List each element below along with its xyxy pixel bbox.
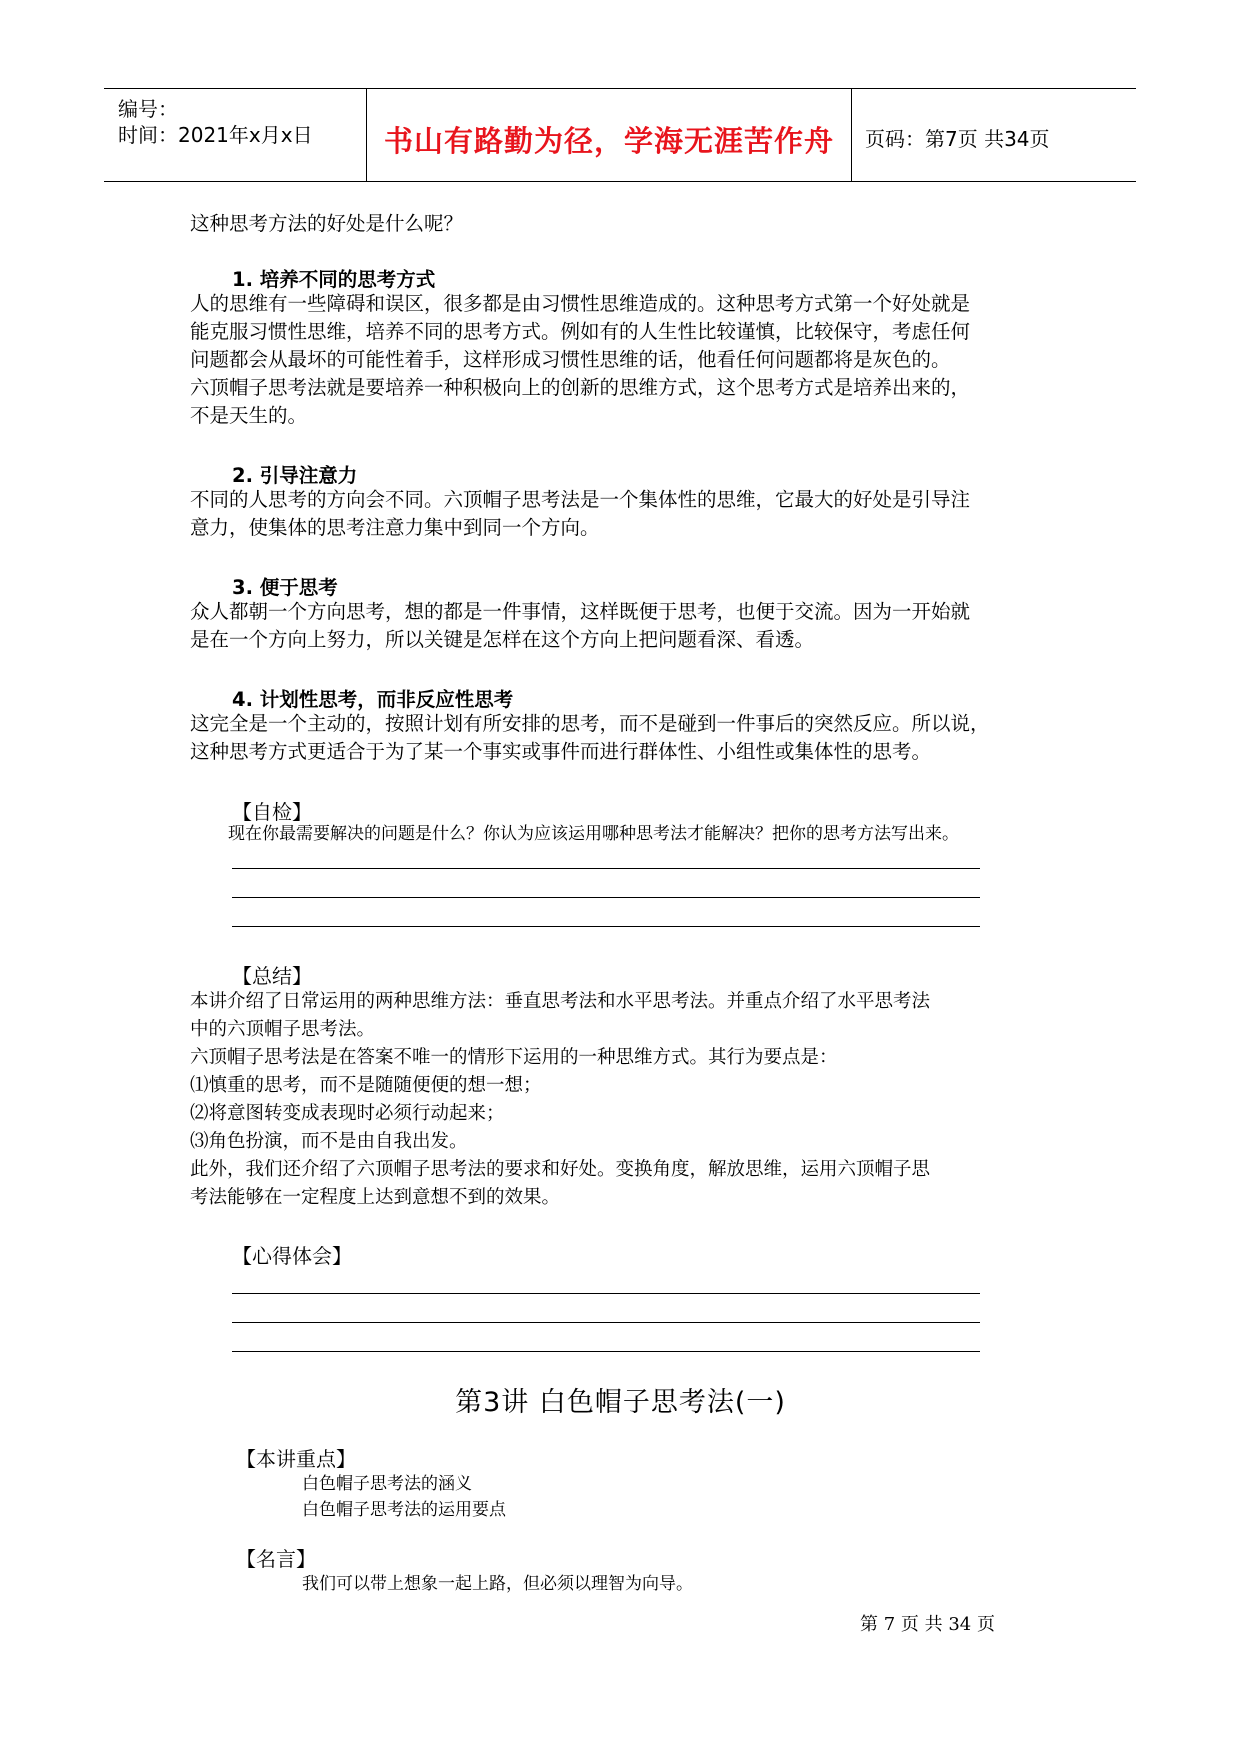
section-2-line: 不同的人思考的方向会不同。六顶帽子思考法是一个集体性的思维，它最大的好处是引导注 xyxy=(190,488,971,511)
section-2-title: 2. 引导注意力 xyxy=(232,464,358,487)
summary-line: ⑵将意图转变成表现时必须行动起来； xyxy=(190,1103,505,1124)
answer-line xyxy=(232,868,980,869)
reflection-line xyxy=(232,1322,980,1323)
section-1-line: 能克服习惯性思维，培养不同的思考方式。例如有的人生性比较谨慎，比较保守，考虑任何 xyxy=(190,320,971,343)
summary-line: 本讲介绍了日常运用的两种思维方法：垂直思考法和水平思考法。并重点介绍了水平思考法 xyxy=(190,991,931,1012)
document-number-label: 编号： xyxy=(118,97,178,121)
section-4-line: 这完全是一个主动的，按照计划有所安排的思考，而不是碰到一件事后的突然反应。所以说， xyxy=(190,712,990,735)
section-3-line: 是在一个方向上努力，所以关键是怎样在这个方向上把问题看深、看透。 xyxy=(190,628,815,651)
section-4-line: 这种思考方式更适合于为了某一个事实或事件而进行群体性、小组性或集体性的思考。 xyxy=(190,740,932,763)
section-3-line: 众人都朝一个方向思考，想的都是一件事情，这样既便于思考，也便于交流。因为一开始就 xyxy=(190,600,971,623)
key-point-item: 白色帽子思考法的运用要点 xyxy=(302,1500,506,1520)
section-4-title: 4. 计划性思考，而非反应性思考 xyxy=(232,688,514,711)
section-1-line: 六顶帽子思考法就是要培养一种积极向上的创新的思维方式，这个思考方式是培养出来的， xyxy=(190,376,971,399)
header-motto: 书山有路勤为径，学海无涯苦作舟 xyxy=(383,124,834,158)
summary-line: 六顶帽子思考法是在答案不唯一的情形下运用的一种思维方式。其行为要点是： xyxy=(190,1047,838,1068)
answer-line xyxy=(232,926,980,927)
self-check-title: 【自检】 xyxy=(232,800,312,824)
intro-question: 这种思考方法的好处是什么呢？ xyxy=(190,212,464,235)
summary-line: 中的六顶帽子思考法。 xyxy=(190,1019,376,1040)
quote-title: 【名言】 xyxy=(236,1547,316,1571)
summary-title: 【总结】 xyxy=(232,964,312,988)
section-3-title: 3. 便于思考 xyxy=(232,576,338,599)
section-2-line: 意力，使集体的思考注意力集中到同一个方向。 xyxy=(190,516,600,539)
self-check-question: 现在你最需要解决的问题是什么？你认为应该运用哪种思考法才能解决？把你的思考方法写出来。 xyxy=(228,824,959,844)
document-time-label: 时间：2021年x月x日 xyxy=(118,123,313,147)
page-header xyxy=(104,88,1136,182)
lecture-title: 第3讲 白色帽子思考法(一) xyxy=(455,1387,786,1418)
reflection-title: 【心得体会】 xyxy=(232,1244,352,1268)
page-footer: 第 7 页 共 34 页 xyxy=(860,1614,995,1635)
header-left-cell xyxy=(104,89,366,181)
reflection-line xyxy=(232,1351,980,1352)
answer-line xyxy=(232,897,980,898)
section-1-line: 人的思维有一些障碍和误区，很多都是由习惯性思维造成的。这种思考方式第一个好处就是 xyxy=(190,292,971,315)
section-1-line: 不是天生的。 xyxy=(190,404,308,427)
summary-line: 考法能够在一定程度上达到意想不到的效果。 xyxy=(190,1187,561,1208)
key-point-item: 白色帽子思考法的涵义 xyxy=(302,1474,472,1494)
section-1-title: 1. 培养不同的思考方式 xyxy=(232,268,436,291)
summary-line: ⑶角色扮演，而不是由自我出发。 xyxy=(190,1131,468,1152)
section-1-line: 问题都会从最坏的可能性着手，这样形成习惯性思维的话，他看任何问题都将是灰色的。 xyxy=(190,348,951,371)
header-page-label: 页码：第7页 共34页 xyxy=(865,127,1050,151)
reflection-line xyxy=(232,1293,980,1294)
summary-line: ⑴慎重的思考，而不是随随便便的想一想； xyxy=(190,1075,542,1096)
header-middle-cell xyxy=(366,89,852,181)
quote-text: 我们可以带上想象一起上路，但必须以理智为向导。 xyxy=(302,1574,693,1594)
key-points-title: 【本讲重点】 xyxy=(236,1447,356,1471)
header-right-cell xyxy=(851,89,1136,181)
summary-line: 此外，我们还介绍了六顶帽子思考法的要求和好处。变换角度，解放思维，运用六顶帽子思 xyxy=(190,1159,931,1180)
